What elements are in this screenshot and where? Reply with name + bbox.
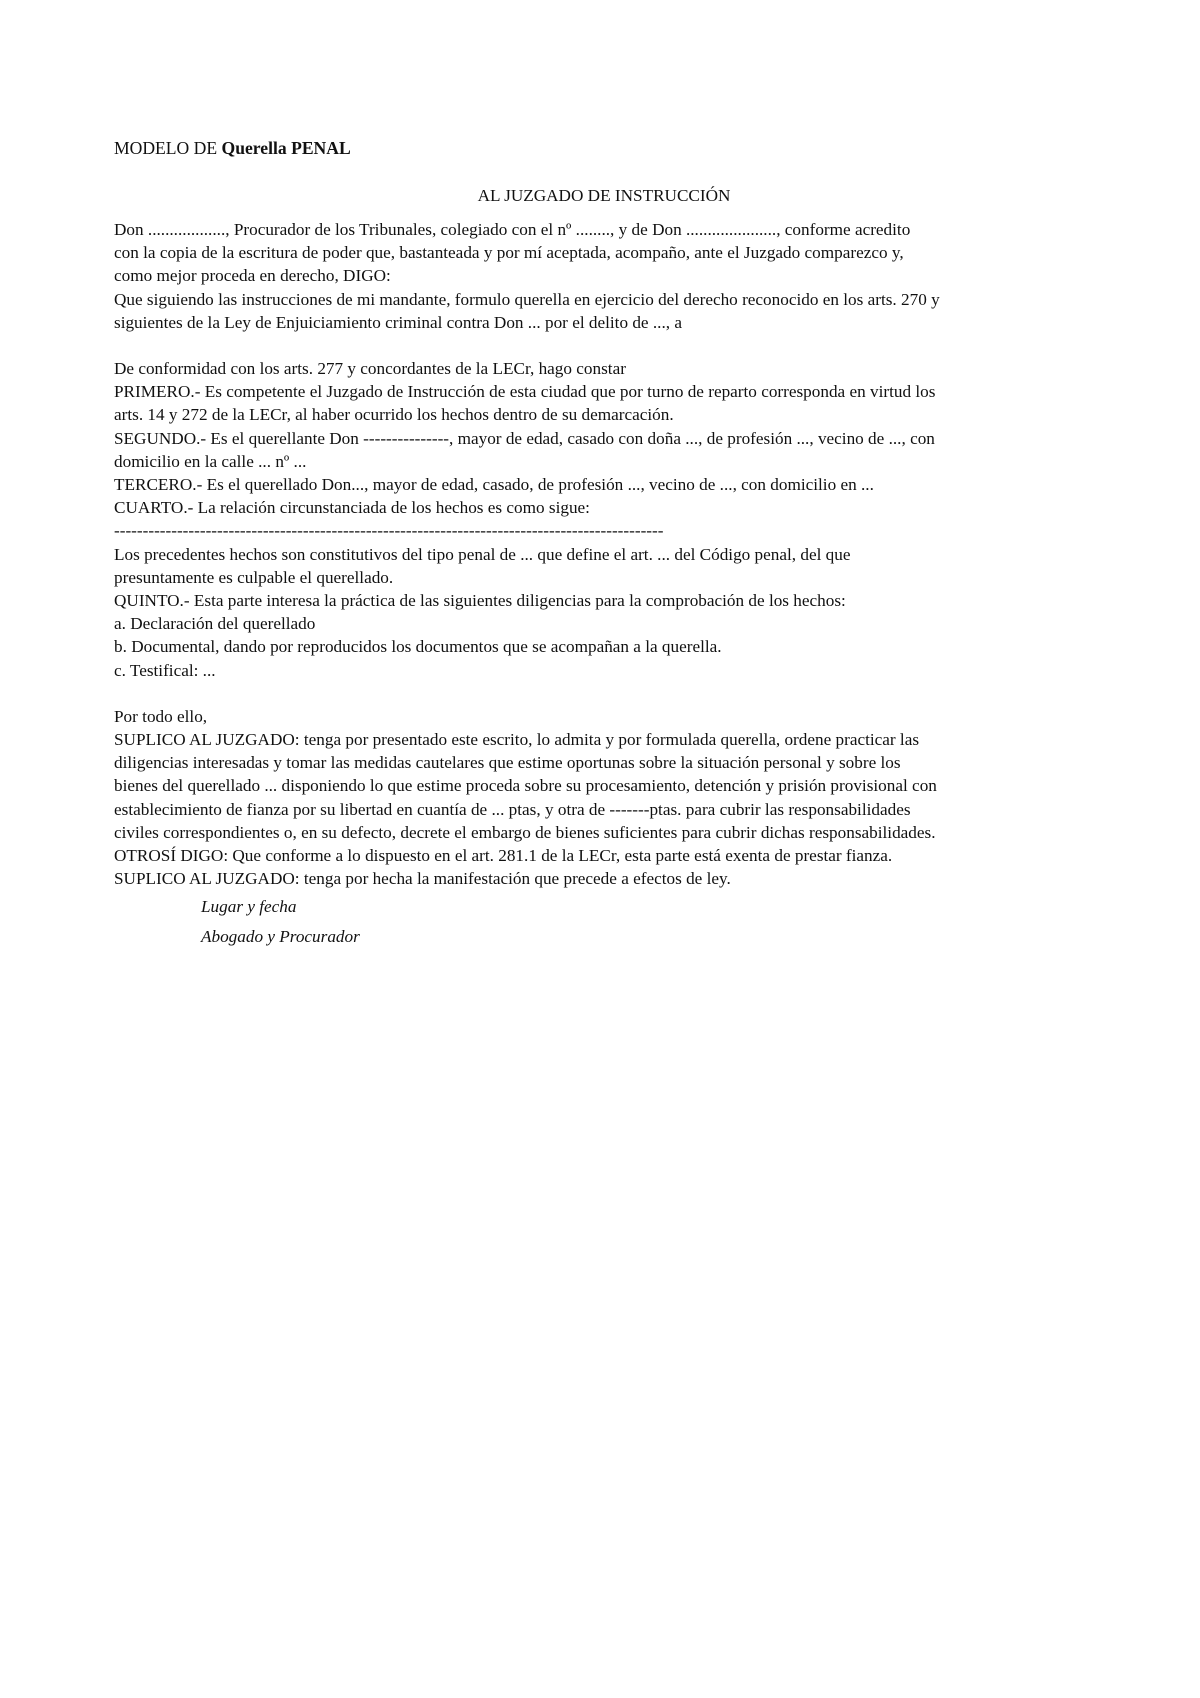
segundo-line: domicilio en la calle ... nº ... <box>114 451 307 471</box>
spacer <box>114 334 1094 357</box>
spacer <box>114 682 1094 705</box>
section-tercero: TERCERO.- Es el querellado Don..., mayor de edad, casado, de profesión ..., vecino de ..., con domicilio en ... <box>114 475 874 495</box>
list-item: a. Declaración del querellado <box>114 614 316 634</box>
primero-line: PRIMERO.- Es competente el Juzgado de Instrucción de esta ciudad que por turno de reparto corresponda en virtud los <box>114 382 936 402</box>
list-item: b. Documental, dando por reproducidos los documentos que se acompañan a la querella. <box>114 637 722 657</box>
suplico-line: diligencias interesadas y tomar las medidas cautelares que estime oportunas sobre la situación personal y sobre los <box>114 753 901 773</box>
suplico-line: establecimiento de fianza por su libertad en cuantía de ... ptas, y otra de -------ptas. para cubrir las responsabilidades <box>114 799 911 819</box>
intro-line: Don .................., Procurador de los Tribunales, colegiado con el nº ........, y de Don ....................., conforme acredito <box>114 220 911 239</box>
conformity-line: De conformidad con los arts. 277 y concordantes de la LECr, hago constar <box>114 359 626 379</box>
precedentes-line: Los precedentes hechos son constitutivos del tipo penal de ... que define el art. ... del Código penal, del que <box>114 544 851 564</box>
signatories: Abogado y Procurador <box>201 927 360 947</box>
diligencias-list <box>114 612 1094 682</box>
precedentes-paragraph <box>114 543 1094 589</box>
section-primero <box>114 380 1094 426</box>
section-quinto: QUINTO.- Esta parte interesa la práctica de las siguientes diligencias para la comprobación de los hechos: <box>114 591 846 611</box>
suplico-paragraph <box>114 728 1094 844</box>
document-body <box>114 136 1094 952</box>
document-title <box>114 136 1094 160</box>
court-heading: AL JUZGADO DE INSTRUCCIÓN <box>477 186 731 205</box>
por-todo-line: Por todo ello, <box>114 706 208 726</box>
suplico-line: SUPLICO AL JUZGADO: tenga por presentado este escrito, lo admita y por formulada querella, ordene practicar las <box>114 730 920 750</box>
place-date: Lugar y fecha <box>201 897 297 917</box>
title-prefix: MODELO DE <box>114 138 222 158</box>
intro-line: siguientes de la Ley de Enjuiciamiento criminal contra Don ... por el delito de ..., a <box>114 312 682 332</box>
section-cuarto: CUARTO.- La relación circunstanciada de los hechos es como sigue: <box>114 498 590 518</box>
otrosi-line: OTROSÍ DIGO: Que conforme a lo dispuesto en el art. 281.1 de la LECr, esta parte está exenta de prestar fianza. <box>114 846 893 866</box>
precedentes-line: presuntamente es culpable el querellado. <box>114 567 394 587</box>
segundo-line: SEGUNDO.- Es el querellante Don ---------------, mayor de edad, casado con doña ..., de profesión ..., vecino de ..., con <box>114 428 935 448</box>
intro-paragraph <box>114 218 1094 334</box>
intro-line: con la copia de la escritura de poder que, bastanteada y por mí aceptada, acompaño, ante el Juzgado comparezco y, <box>114 243 904 263</box>
intro-line: como mejor proceda en derecho, DIGO: <box>114 266 391 286</box>
suplico-line: civiles correspondientes o, en su defecto, decrete el embargo de bienes suficientes para cubrir dichas responsabilidades. <box>114 822 936 842</box>
list-item: c. Testifical: ... <box>114 660 216 680</box>
primero-line: arts. 14 y 272 de la LECr, al haber ocurrido los hechos dentro de su demarcación. <box>114 405 674 425</box>
intro-line: Que siguiendo las instrucciones de mi mandante, formulo querella en ejercicio del derecho reconocido en los arts. 270 y <box>114 289 940 309</box>
section-segundo <box>114 427 1094 473</box>
suplico-line: bienes del querellado ... disponiendo lo que estime proceda sobre su procesamiento, detención y prisión provisional con <box>114 776 937 796</box>
title-bold: Querella PENAL <box>221 138 351 158</box>
suplico-second-line: SUPLICO AL JUZGADO: tenga por hecha la manifestación que precede a efectos de ley. <box>114 869 731 889</box>
dashed-separator: ------------------------------------------------------------------------------------------------ <box>114 521 664 541</box>
